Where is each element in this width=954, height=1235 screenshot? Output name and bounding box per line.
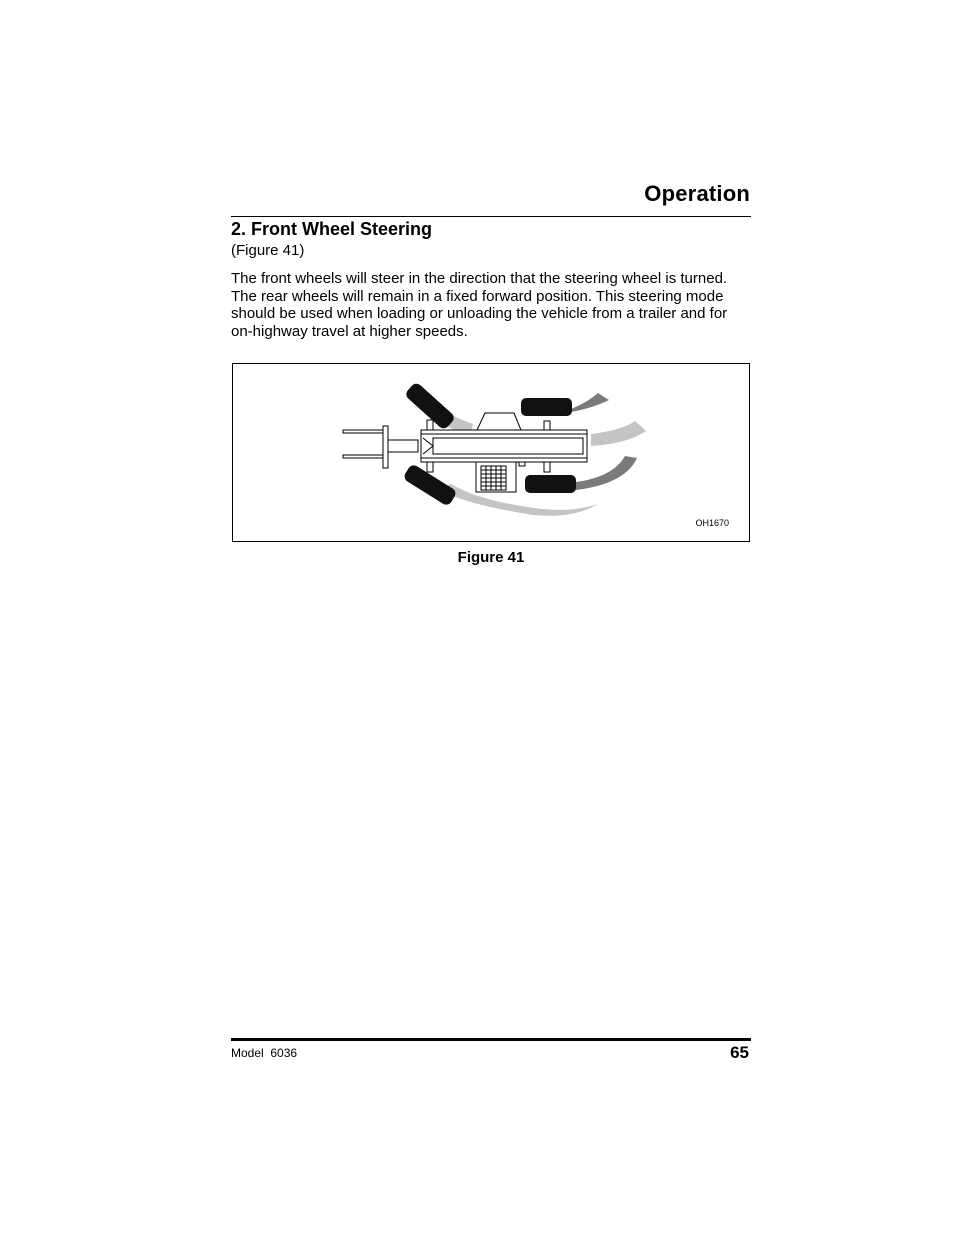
rear-left-tire xyxy=(521,398,572,416)
rear-right-tire xyxy=(525,475,576,493)
body-paragraph: The front wheels will steer in the direction that the steering wheel is turned. The rear wheels will remain in a fixed forward position. This steering mode should be used when loading or unloading the vehicle from a trailer and for on-highway travel at higher speeds. xyxy=(231,270,728,340)
section-title: Operation xyxy=(644,181,750,206)
footer-model: Model 6036 xyxy=(231,1046,298,1060)
figure-reference: (Figure 41) xyxy=(231,242,305,259)
figure-caption: Figure 41 xyxy=(457,549,525,566)
sweep-rear-mid xyxy=(591,421,646,446)
page-number: 65 xyxy=(730,1043,749,1062)
footer-rule xyxy=(231,1038,751,1041)
subsection-heading: 2. Front Wheel Steering xyxy=(231,219,433,239)
header-rule xyxy=(231,216,751,217)
forks xyxy=(343,426,418,468)
illustration-code: OH1670 xyxy=(695,518,729,528)
steering-illustration xyxy=(233,364,749,541)
figure-41-frame xyxy=(232,363,750,542)
sweep-rear-top xyxy=(571,393,609,412)
